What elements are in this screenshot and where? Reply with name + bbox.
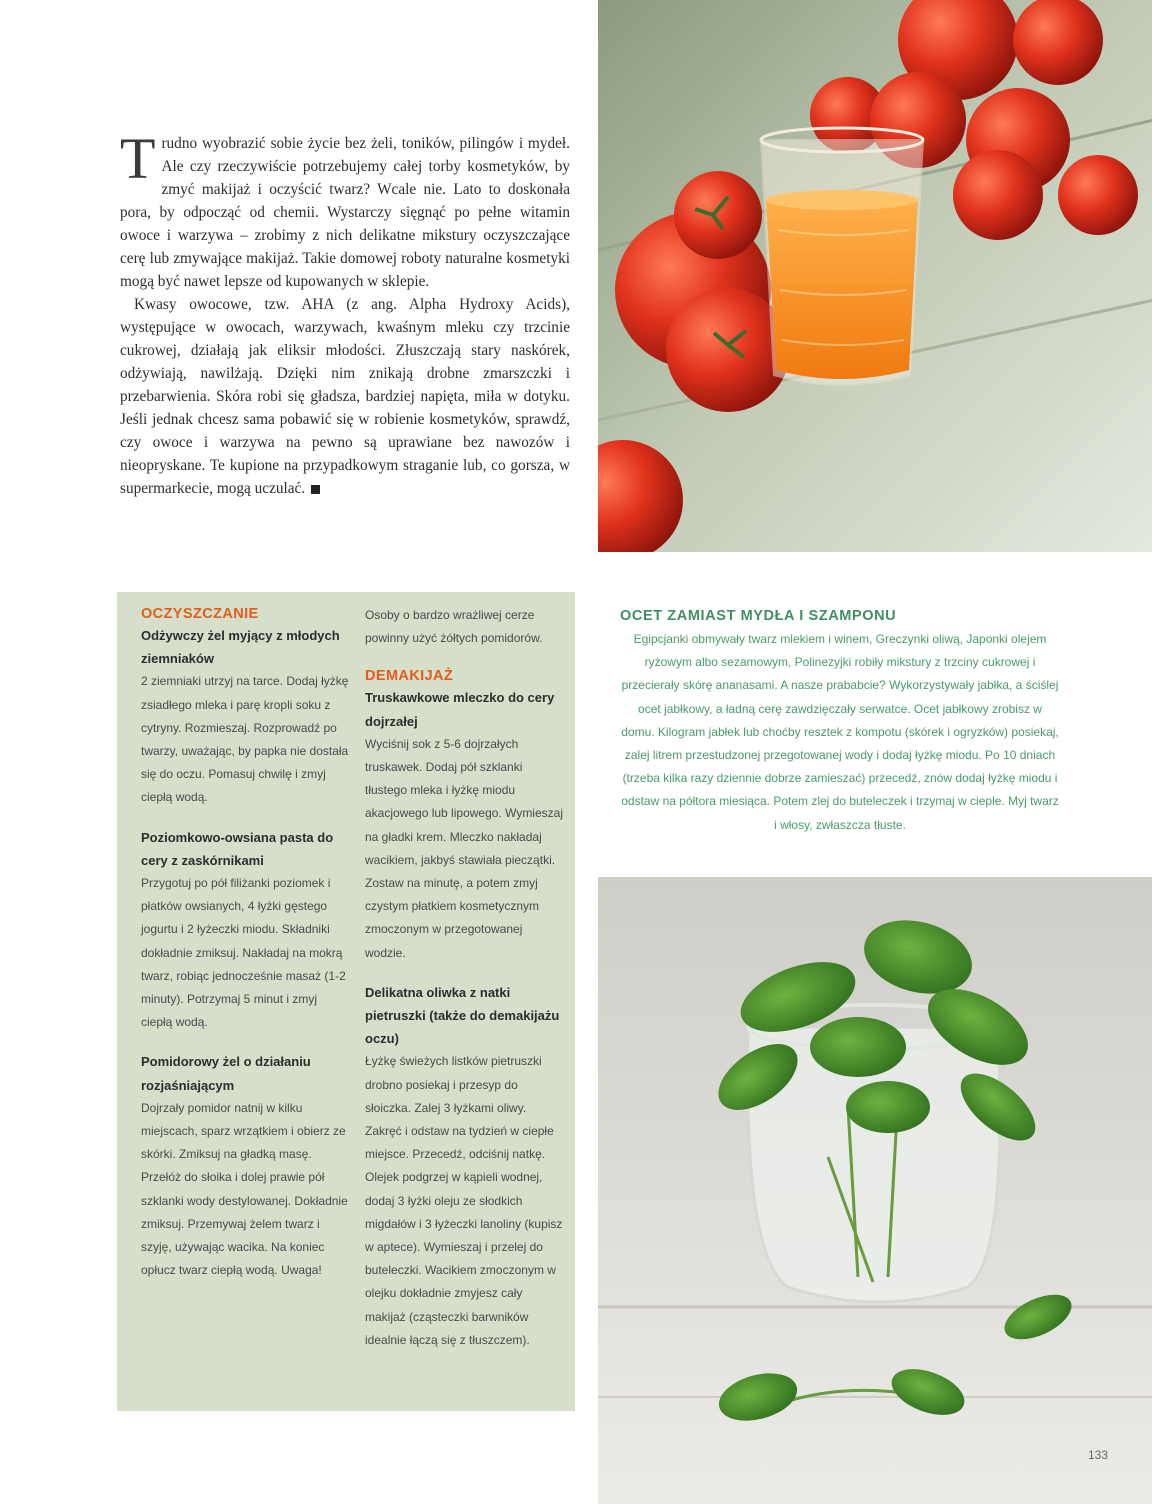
drop-cap: T <box>120 126 156 191</box>
intro-text <box>120 126 570 500</box>
recipe-body: Dojrzały pomidor natnij w kilku miejscach, sparz wrzątkiem i obierz ze skórki. Zmiksuj na gładką masę. Przełóż do słoika i dolej prawie pół szklanki wody destylowanej. Dokładnie zmiksuj. Przemywaj żelem twarz i szyję, używając wacika. Na koniec opłucz twarz ciepłą wodą. Uwaga! <box>141 1100 348 1278</box>
parsley-photo <box>598 877 1152 1504</box>
recipe-body: 2 ziemniaki utrzyj na tarce. Dodaj łyżkę zsiadłego mleka i parę kropli soku z cytryny. Rozmieszaj. Rozprowadź po twarzy, uważając, by papka nie dostała się do oczu. Pomasuj chwilę i zmyj ciepłą wodą. <box>141 674 349 805</box>
recipe-title: Poziomkowo-owsiana pasta do cery z zaskórnikami <box>141 829 334 868</box>
end-mark-icon <box>311 485 320 494</box>
recipe-sidebar <box>117 592 575 1411</box>
page-number: 133 <box>1088 1448 1109 1462</box>
recipe-column-left <box>141 604 349 1282</box>
intro-paragraph-2 <box>120 293 570 500</box>
section-title-cleansing: OCZYSZCZANIE <box>141 606 259 622</box>
vinegar-article <box>620 608 1060 837</box>
intro-paragraph-1: rudno wyobrazić sobie życie bez żeli, toników, pilingów i mydeł. Ale czy rzeczywiście potrzebujemy całej torby kosmetyków, by zmyć makijaż i oczyścić twarz? Wcale nie. Lato to doskonała pora, by odpocząć od chemii. Wystarczy sięgnąć po pełne witamin owoce i warzywa – zrobimy z nich delikatne mikstury oczyszczające cerę lub zmywające makijaż. Takie domowej roboty naturalne kosmetyki mogą być nawet lepsze od kupowanych w sklepie. <box>120 135 570 290</box>
recipe-title: Delikatna oliwka z natki pietruszki (także do demakijażu oczu) <box>365 984 560 1047</box>
recipe-column-right <box>365 604 565 1352</box>
recipe-title: Odżywczy żel myjący z młodych ziemniaków <box>141 628 340 667</box>
section-title-makeup-removal: DEMAKIJAŻ <box>365 668 454 685</box>
vinegar-article-body: Egipcjanki obmywały twarz mlekiem i winem, Greczynki oliwą, Japonki olejem ryżowym albo sezamowym, Polinezyjki robiły mikstury z trzciny cukrowej i przecierały skórę ananasami. A nasze prababcie? Wykorzystywały jabłka, a ściślej ocet jabłkowy, a ładną cerę zawdzięczały serwatce. Ocet jabłkowy zrobisz w domu. Kilogram jabłek lub choćby resztek z kompotu (skórek i ogryzków) posiekaj, zalej litrem przestudzonej przegotowanej wody i dodaj łyżkę miodu. Po 10 dniach (trzeba kilka razy dziennie dobrze zamieszać) przecedź, znów dodaj łyżkę miodu i odstaw na półtora miesiąca. Potem zlej do buteleczek i trzymaj w cieple. Myj twarz i włosy, zwłaszcza tłuste. <box>621 632 1059 832</box>
tomato-juice-photo <box>598 0 1152 552</box>
recipe-body: Wyciśnij sok z 5-6 dojrzałych truskawek. Dodaj pół szklanki tłustego mleka i łyżkę miodu akacjowego lub lipowego. Wymieszaj na gładki krem. Mleczko nakładaj wacikiem, jakbyś stawiała pieczątki. Zostaw na minutę, a potem zmyj czystym płatkiem kosmetycznym zmoczonym w przegotowanej wodzie. <box>365 736 563 960</box>
recipe-body-continued: Osoby o bardzo wrażliwej cerze powinny użyć żółtych pomidorów. <box>365 608 543 646</box>
recipe-title: Pomidorowy żel o działaniu rozjaśniającym <box>141 1054 311 1093</box>
recipe-title: Truskawkowe mleczko do cery dojrzałej <box>365 690 555 729</box>
recipe-body: Łyżkę świeżych listków pietruszki drobno posiekaj i przesyp do słoiczka. Zalej 3 łyżkami oliwy. Zakręć i odstaw na tydzień w ciepłe miejsce. Przecedź, odciśnij natkę. Olejek podgrzej w kąpieli wodnej, dodaj 3 łyżki oleju ze słodkich migdałów i 3 łyżeczki lanoliny (kupisz w aptece). Wymieszaj i przelej do buteleczki. Wacikiem zmoczonym w olejku dokładnie zmyjesz cały makijaż (cząsteczki barwników idealnie łączą się z tłuszczem). <box>365 1054 563 1347</box>
intro-paragraph-2-text: Kwasy owocowe, tzw. AHA (z ang. Alpha Hydroxy Acids), występujące w owocach, warzywach, kwaśnym mleku czy trzcinie cukrowej, działają jak eliksir młodości. Złuszczają stary naskórek, odżywiają, nawilżają. Dzięki nim znikają drobne zmarszczki i przebarwienia. Skóra robi się gładsza, bardziej napięta, miła w dotyku. Jeśli jednak chcesz sama pobawić się w robienie kosmetyków, sprawdź, czy owoce i warzywa na pewno są uprawiane bez nawozów i nieopryskane. Te kupione na przypadkowym straganie lub, co gorsza, w supermarkecie, mogą uczulać. <box>120 296 570 497</box>
recipe-body: Przygotuj po pół filiżanki poziomek i płatków owsianych, 4 łyżki gęstego jogurtu i 2 łyżeczki miodu. Składniki dokładnie zmiksuj. Nakładaj na mokrą twarz, robiąc jednocześnie masaż (1-2 minuty). Potrzymaj 5 minut i zmyj ciepłą wodą. <box>141 876 346 1030</box>
vinegar-article-title: OCET ZAMIAST MYDŁA I SZAMPONU <box>620 608 897 624</box>
